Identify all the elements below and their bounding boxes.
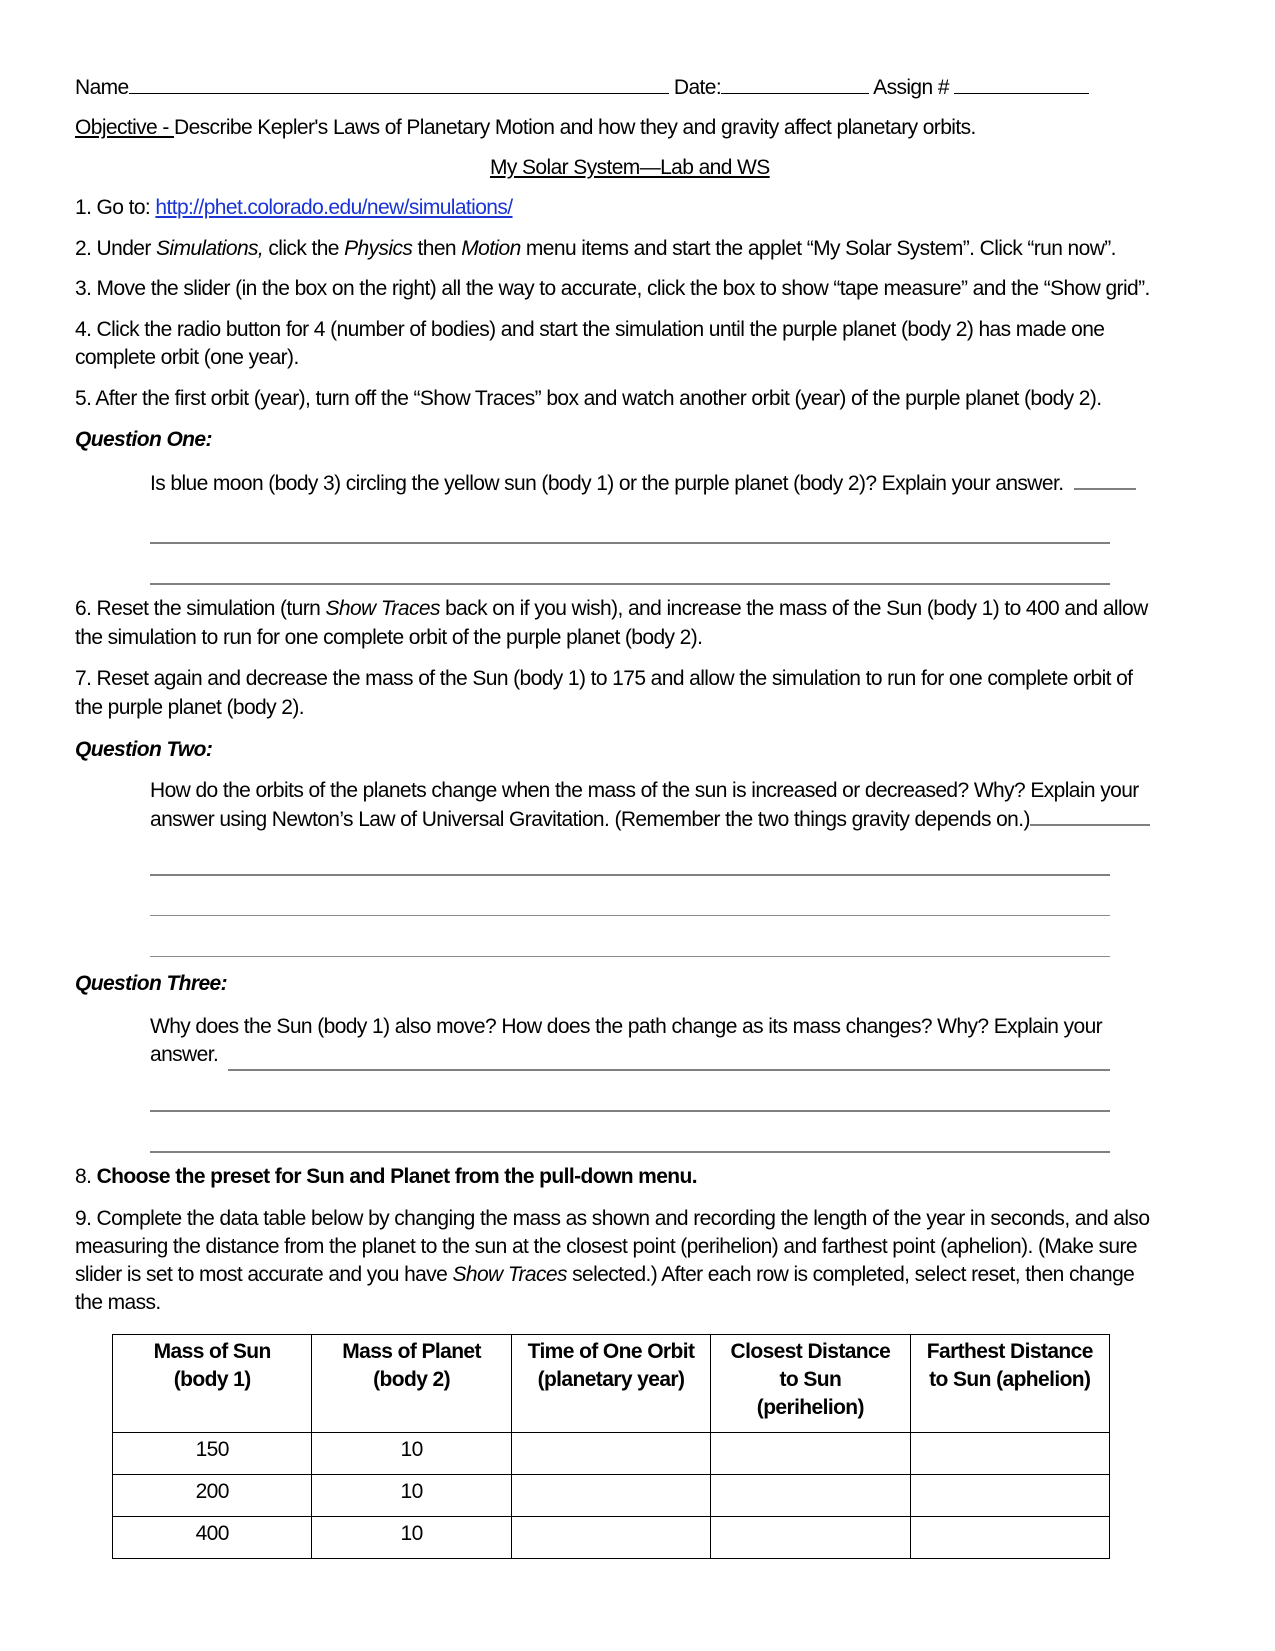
date-label: Date: [673,76,722,99]
table-row [113,1517,1110,1559]
step-1-text: 1. Go to: [75,196,156,219]
header-line: Mass of Sun [153,1340,271,1363]
step-8 [75,1165,697,1189]
step-5: 5. After the first orbit (year), turn off the “Show Traces” box and watch another orbit (year) of the purple planet (body 2). [75,387,1102,410]
table-header-row [113,1335,1110,1433]
step-2-text: 2. Under [75,237,156,260]
table-row [113,1475,1110,1517]
question-two-answer-line[interactable] [150,874,1110,876]
header-mass-of-sun [113,1335,312,1433]
question-three-answer-line[interactable] [150,1110,1110,1112]
cell-mass-of-sun: 200 [113,1475,312,1517]
question-three-line-1: Why does the Sun (body 1) also move? How does the path change as its mass changes? Why? Explain your [150,1015,1103,1038]
header-line: (planetary year) [537,1368,685,1391]
question-two-prompt: answer using Newton’s Law of Universal Gravitation. (Remember the two things gravity depends on.) [150,808,1030,831]
cell-farthest-distance[interactable] [910,1517,1109,1559]
step-2-text: menu items and start the applet “My Solar System”. Click “run now”. [520,237,1116,260]
step-9-show-traces: Show Traces [452,1263,567,1286]
header-row [75,75,1089,100]
header-time-of-orbit [511,1335,710,1433]
cell-mass-of-planet: 10 [312,1475,511,1517]
header-line: to Sun (aphelion) [929,1368,1091,1391]
question-two-line-1: How do the orbits of the planets change when the mass of the sun is increased or decreased? Why? Explain your [150,779,1139,802]
cell-closest-distance[interactable] [711,1433,910,1475]
step-6-text: back on if you wish), and increase the mass of the Sun (body 1) to 400 and allow [439,597,1148,620]
header-line: Mass of Planet [342,1340,481,1363]
cell-farthest-distance[interactable] [910,1475,1109,1517]
step-9-line-4: the mass. [75,1291,161,1314]
cell-mass-of-planet: 10 [312,1517,511,1559]
step-9-text: slider is set to most accurate and you have [75,1263,453,1286]
header-line: (perihelion) [756,1396,864,1419]
table-row [113,1433,1110,1475]
step-9-text: selected.) After each row is completed, select reset, then change [566,1263,1135,1286]
step-2-motion: Motion [461,237,521,260]
header-line: Closest Distance [730,1340,891,1363]
step-2 [75,237,1116,261]
question-two-answer-field[interactable] [1030,808,1150,826]
header-line: Farthest Distance [926,1340,1093,1363]
objective [75,116,976,140]
step-2-text: click the [263,237,345,260]
data-table [112,1334,1110,1559]
page-title: My Solar System—Lab and WS [490,156,770,179]
name-label: Name [75,76,129,99]
question-one-heading: Question One: [75,428,212,451]
date-field[interactable] [721,75,869,94]
question-one-answer-line[interactable] [150,583,1110,585]
cell-time-of-orbit[interactable] [511,1517,710,1559]
cell-closest-distance[interactable] [711,1475,910,1517]
question-three-answer-line[interactable] [150,1151,1110,1153]
header-line: to Sun [779,1368,842,1391]
step-2-physics: Physics [344,237,413,260]
question-two-answer-line[interactable] [150,956,1110,957]
question-three-line-2: answer. [150,1043,219,1066]
phet-link[interactable]: http://phet.colorado.edu/new/simulations/ [155,196,513,219]
step-2-simulations: Simulations, [155,237,264,260]
header-line: (body 2) [373,1368,451,1391]
name-field[interactable] [129,75,669,94]
objective-label: Objective - [75,116,174,139]
question-one-answer-field[interactable] [1074,472,1136,490]
question-one-prompt: Is blue moon (body 3) circling the yellow sun (body 1) or the purple planet (body 2)? Explain your answer. [150,472,1064,495]
step-4-line-2: complete orbit (one year). [75,346,299,369]
step-9-line-1: 9. Complete the data table below by changing the mass as shown and recording the length of the year in seconds, and also [75,1207,1150,1230]
step-7-line-1: 7. Reset again and decrease the mass of the Sun (body 1) to 175 and allow the simulation to run for one complete orbit of [75,667,1133,690]
step-8-number: 8. [75,1165,97,1188]
header-closest-distance [711,1335,910,1433]
step-9-line-3 [75,1263,1134,1287]
question-one-answer-line[interactable] [150,542,1110,544]
cell-time-of-orbit[interactable] [511,1433,710,1475]
step-6-show-traces: Show Traces [325,597,440,620]
step-1 [75,196,513,220]
question-two-heading: Question Two: [75,738,213,761]
objective-text: Describe Kepler's Laws of Planetary Motion and how they and gravity affect planetary orbits. [174,116,976,139]
header-line: (body 1) [173,1368,251,1391]
question-two-answer-line[interactable] [150,915,1110,916]
question-three-answer-line[interactable] [228,1069,1110,1071]
step-6-text: 6. Reset the simulation (turn [75,597,326,620]
step-6-line-2: the simulation to run for one complete orbit of the purple planet (body 2). [75,626,703,649]
header-line: Time of One Orbit [527,1340,695,1363]
step-8-text: Choose the preset for Sun and Planet from the pull-down menu. [96,1165,697,1188]
step-3: 3. Move the slider (in the box on the right) all the way to accurate, click the box to show “tape measure” and the “Show grid”. [75,277,1150,300]
cell-farthest-distance[interactable] [910,1433,1109,1475]
cell-mass-of-sun: 150 [113,1433,312,1475]
cell-closest-distance[interactable] [711,1517,910,1559]
assign-field[interactable] [954,75,1089,94]
step-9-line-2: measuring the distance from the planet to the sun at the closest point (perihelion) and farthest point (aphelion). (Make sure [75,1235,1137,1258]
step-4-line-1: 4. Click the radio button for 4 (number of bodies) and start the simulation until the purple planet (body 2) has made one [75,318,1105,341]
cell-mass-of-sun: 400 [113,1517,312,1559]
question-one-text [150,472,1136,496]
cell-mass-of-planet: 10 [312,1433,511,1475]
step-7-line-2: the purple planet (body 2). [75,696,304,719]
step-6-line-1 [75,597,1148,621]
cell-time-of-orbit[interactable] [511,1475,710,1517]
header-mass-of-planet [312,1335,511,1433]
assign-label: Assign # [873,76,949,99]
step-2-text: then [412,237,462,260]
question-two-line-2 [150,808,1150,832]
question-three-heading: Question Three: [75,972,228,995]
header-farthest-distance [910,1335,1109,1433]
